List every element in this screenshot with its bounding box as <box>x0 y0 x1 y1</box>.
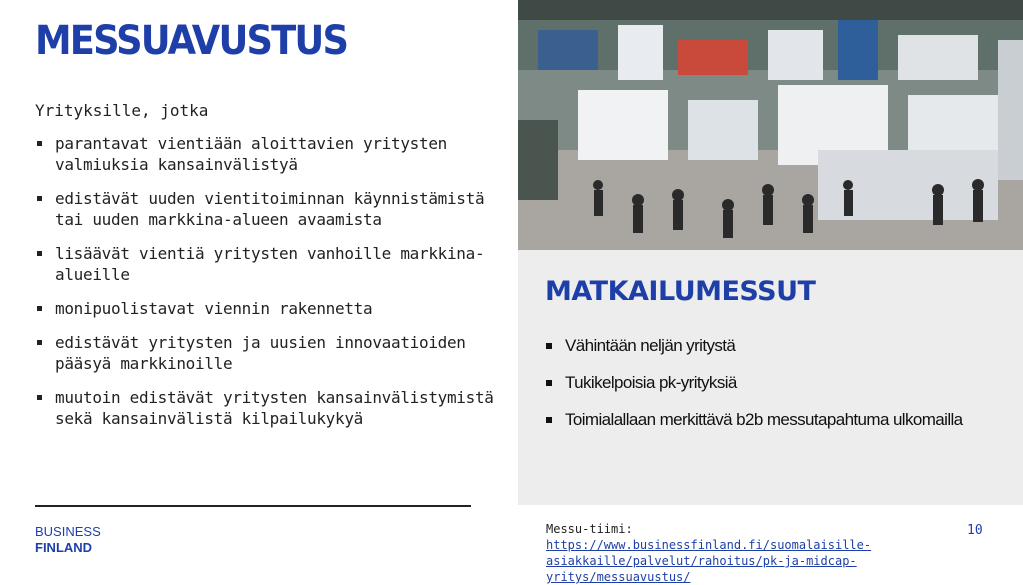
list-item <box>545 373 1005 410</box>
list-item <box>35 387 495 429</box>
criteria-list <box>35 133 495 442</box>
business-finland-logo <box>35 524 101 556</box>
list-item-text: parantavat vientiään aloittavien yritysten valmiuksia kansainvälistyä <box>55 134 447 174</box>
list-item <box>35 298 495 319</box>
requirements-list <box>545 336 1005 447</box>
list-item <box>35 243 495 285</box>
list-item-text: edistävät uuden vientitoiminnan käynnistämistä tai uuden markkina-alueen avaamista <box>55 189 485 229</box>
bullet-icon <box>37 306 42 311</box>
list-item <box>545 410 1005 447</box>
trade-fair-photo <box>518 0 1023 250</box>
logo-line-2: FINLAND <box>35 540 93 555</box>
bullet-icon <box>37 395 42 400</box>
list-item-text: edistävät yritysten ja uusien innovaatioiden pääsyä markkinoille <box>55 333 466 373</box>
messu-link[interactable] <box>546 538 871 584</box>
list-item <box>35 332 495 374</box>
list-item <box>35 133 495 175</box>
list-item-text: lisäävät vientiä yritysten vanhoille markkina-alueille <box>55 244 485 284</box>
page-number: 10 <box>967 523 983 538</box>
bullet-icon <box>37 196 42 201</box>
list-item-text: Tukikelpoisia pk-yrityksiä <box>565 373 737 392</box>
footer-note-label: Messu-tiimi: <box>546 522 633 536</box>
list-item-text: muutoin edistävät yritysten kansainvälistymistä sekä kansainvälistä kilpailukykyä <box>55 388 494 428</box>
list-item <box>35 188 495 230</box>
divider-line <box>35 505 471 507</box>
list-item-text: monipuolistavat viennin rakennetta <box>55 299 373 318</box>
section-title: MATKAILUMESSUT <box>545 276 816 307</box>
slide-title: MESSUAVUSTUS <box>35 18 348 64</box>
bullet-icon <box>37 340 42 345</box>
bullet-icon <box>546 380 552 386</box>
list-item-text: Toimialallaan merkittävä b2b messutapahtuma ulkomailla <box>565 410 963 429</box>
link-line-2[interactable]: asiakkaille/palvelut/rahoitus/pk-ja-midcap-yritys/messuavustus/ <box>546 554 857 584</box>
list-item-text: Vähintään neljän yritystä <box>565 336 736 355</box>
link-line-1[interactable]: https://www.businessfinland.fi/suomalaisille- <box>546 538 872 552</box>
intro-text: Yrityksille, jotka <box>35 101 209 120</box>
logo-line-1: BUSINESS <box>35 524 101 539</box>
bullet-icon <box>546 417 552 423</box>
bullet-icon <box>546 343 552 349</box>
bullet-icon <box>37 141 42 146</box>
footer-note <box>546 521 946 585</box>
list-item <box>545 336 1005 373</box>
bullet-icon <box>37 251 42 256</box>
